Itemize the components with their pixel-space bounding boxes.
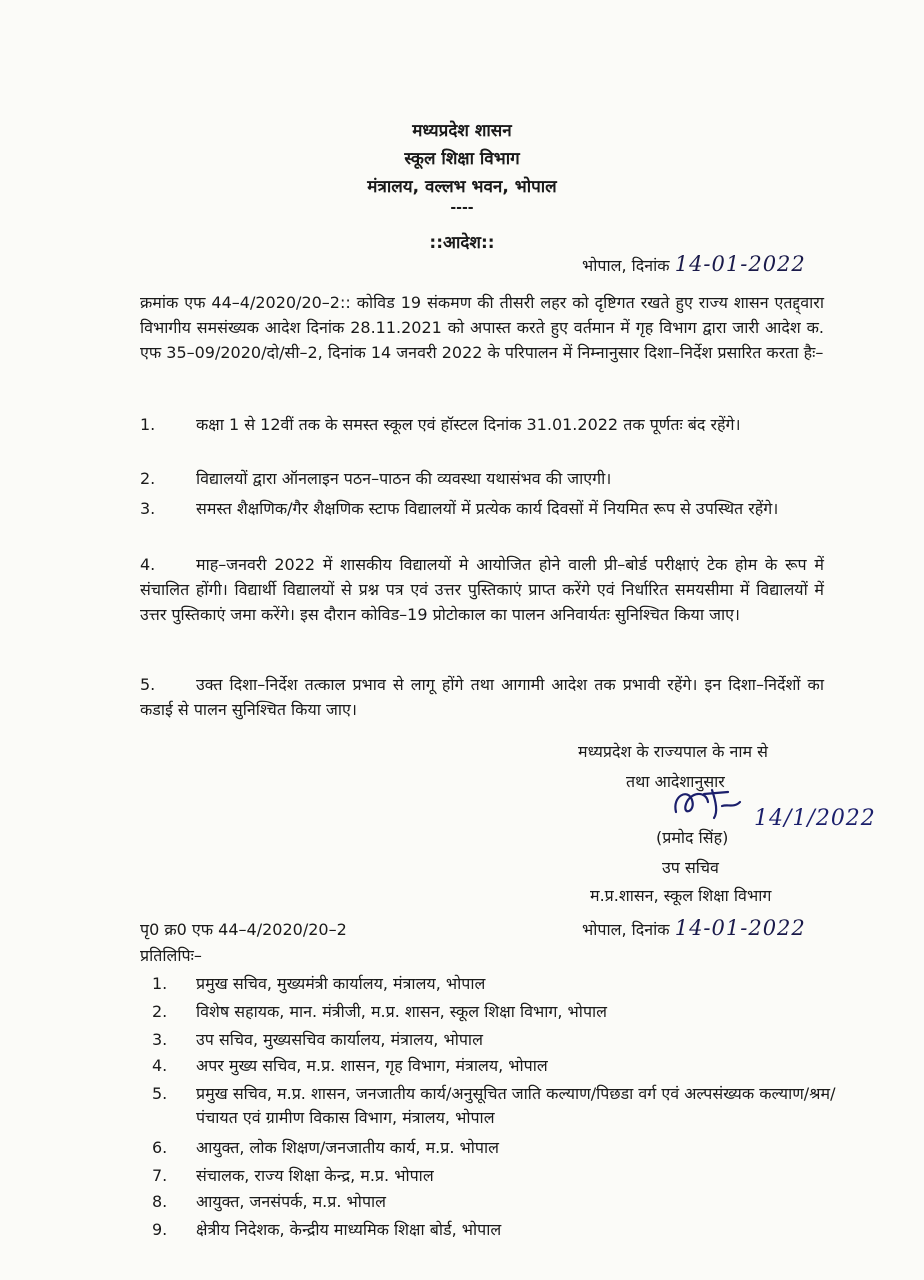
signatory-name: (प्रमोद सिंह) — [656, 828, 729, 847]
signature-handwritten-date: 14/1/2022 — [754, 806, 876, 831]
header-department: स्कूल शिक्षा विभाग — [404, 149, 520, 169]
copy-number: 5. — [152, 1084, 168, 1103]
copy-item — [140, 972, 840, 996]
order-intro: क्रमांक एफ 44–4/2020/20–2:: कोविड 19 संकमण की तीसरी लहर को दृष्टिगत रखते हुए राज्य शासन एतद्द्वारा विभागीय समसंख्यक आदेश दिनांक 28.11.2021 को अपास्त करते हुए वर्तमान में गृह विभाग द्वारा जारी आदेश क. एफ 35–09/2020/दो/सी–2, दिनांक 14 जनवरी 2022 के परिपालन में निम्नानुसार दिशा–निर्देश प्रसारित करता हैः– — [140, 293, 824, 362]
signatory-department: म.प्र.शासन, स्कूल शिक्षा विभाग — [590, 886, 772, 905]
directive-item-3 — [140, 496, 824, 521]
order-date-line — [582, 252, 806, 276]
header-divider: ---- — [450, 200, 474, 216]
copy-recipient: उप सचिव, मुख्यसचिव कार्यालय, मंत्रालय, भोपाल — [196, 1030, 483, 1049]
endorsement-reference: पृ0 क्र0 एफ 44–4/2020/20–2 — [140, 920, 347, 939]
copy-number: 2. — [152, 1002, 168, 1021]
copy-recipient: अपर मुख्य सचिव, म.प्र. शासन, गृह विभाग, मंत्रालय, भोपाल — [196, 1056, 548, 1075]
copy-item — [140, 1000, 840, 1024]
copy-item — [140, 1028, 840, 1052]
copy-number: 8. — [152, 1192, 168, 1211]
copy-number: 6. — [152, 1138, 168, 1157]
directive-text: विद्यालयों द्वारा ऑनलाइन पठन–पाठन की व्यवस्था यथासंभव की जाएगी। — [196, 469, 612, 488]
header-address: मंत्रालय, वल्लभ भवन, भोपाल — [367, 177, 557, 197]
directive-item-5 — [140, 672, 824, 722]
directive-text: समस्त शैक्षणिक/गैर शैक्षणिक स्टाफ विद्यालयों में प्रत्येक कार्य दिवसों में नियमित रूप से उपस्थित रहेंगे। — [196, 499, 779, 518]
copy-item — [140, 1082, 840, 1130]
endorsement-date-line — [582, 916, 806, 940]
copy-number: 3. — [152, 1030, 168, 1049]
copy-item — [140, 1136, 840, 1160]
copy-number: 7. — [152, 1166, 168, 1185]
signature-order-line: तथा आदेशानुसार — [626, 772, 725, 791]
copy-number: 1. — [152, 974, 168, 993]
signature-scribble-icon — [668, 782, 748, 828]
directive-item-4 — [140, 552, 824, 627]
order-title: ::आदेश:: — [429, 233, 495, 253]
copy-recipient: संचालक, राज्य शिक्षा केन्द्र, म.प्र. भोपाल — [196, 1166, 434, 1185]
copy-recipient: प्रमुख सचिव, म.प्र. शासन, जनजातीय कार्य/अनुसूचित जाति कल्याण/पिछडा वर्ग एवं अल्पसंख्यक कल्याण/श्रम/पंचायत एवं ग्रामीण विकास विभाग, मंत्रालय, भोपाल — [196, 1084, 836, 1127]
header-government: मध्यप्रदेश शासन — [412, 121, 512, 141]
copy-item — [140, 1164, 840, 1188]
endorsement-date-label: भोपाल, दिनांक — [582, 920, 670, 939]
directive-number: 4. — [140, 555, 156, 574]
directive-item-1 — [140, 412, 824, 437]
copy-recipient: क्षेत्रीय निदेशक, केन्द्रीय माध्यमिक शिक्षा बोर्ड, भोपाल — [196, 1220, 502, 1239]
copy-number: 9. — [152, 1220, 168, 1239]
copy-recipient: विशेष सहायक, मान. मंत्रीजी, म.प्र. शासन, स्कूल शिक्षा विभाग, भोपाल — [196, 1002, 608, 1021]
copy-item — [140, 1218, 840, 1242]
copy-item — [140, 1054, 840, 1078]
copy-recipient: प्रमुख सचिव, मुख्यमंत्री कार्यालय, मंत्रालय, भोपाल — [196, 974, 486, 993]
copy-number: 4. — [152, 1056, 168, 1075]
directive-text: उक्त दिशा–निर्देश तत्काल प्रभाव से लागू होंगे तथा आगामी आदेश तक प्रभावी रहेंगे। इन दिशा–निर्देशों का कडाई से पालन सुनिश्चित किया जाए। — [140, 675, 824, 719]
directive-text: माह–जनवरी 2022 में शासकीय विद्यालयों मे आयोजित होने वाली प्री–बोर्ड परीक्षाएं टेक होम के रूप में संचालित होंगी। विद्यार्थी विद्यालयों से प्रश्न पत्र एवं उत्तर पुस्तिकाएं प्राप्त करेंगे एवं निर्धारित समयसीमा में विद्यालयों में उत्तर पुस्तिकाएं जमा करेंगे। इस दौरान कोविड–19 प्रोटोकाल का पालन अनिवार्यतः सुनिश्चित किया जाए। — [140, 555, 824, 624]
order-date-label: भोपाल, दिनांक — [582, 256, 670, 275]
directive-number: 5. — [140, 675, 156, 694]
signatory-designation: उप सचिव — [662, 858, 719, 877]
directive-number: 2. — [140, 469, 156, 488]
copy-item — [140, 1190, 840, 1214]
directive-text: कक्षा 1 से 12वीं तक के समस्त स्कूल एवं हॉस्टल दिनांक 31.01.2022 तक पूर्णतः बंद रहेंगे। — [196, 415, 741, 434]
directive-item-2 — [140, 466, 824, 491]
directive-number: 1. — [140, 415, 156, 434]
order-handwritten-date: 14-01-2022 — [674, 252, 806, 276]
endorsement-handwritten-date: 14-01-2022 — [674, 916, 806, 940]
copy-recipient: आयुक्त, लोक शिक्षण/जनजातीय कार्य, म.प्र. भोपाल — [196, 1138, 500, 1157]
directive-number: 3. — [140, 499, 156, 518]
signature-authority-line: मध्यप्रदेश के राज्यपाल के नाम से — [578, 742, 768, 761]
copy-recipient: आयुक्त, जनसंपर्क, म.प्र. भोपाल — [196, 1192, 387, 1211]
copy-to-label: प्रतिलिपिः– — [140, 946, 202, 965]
